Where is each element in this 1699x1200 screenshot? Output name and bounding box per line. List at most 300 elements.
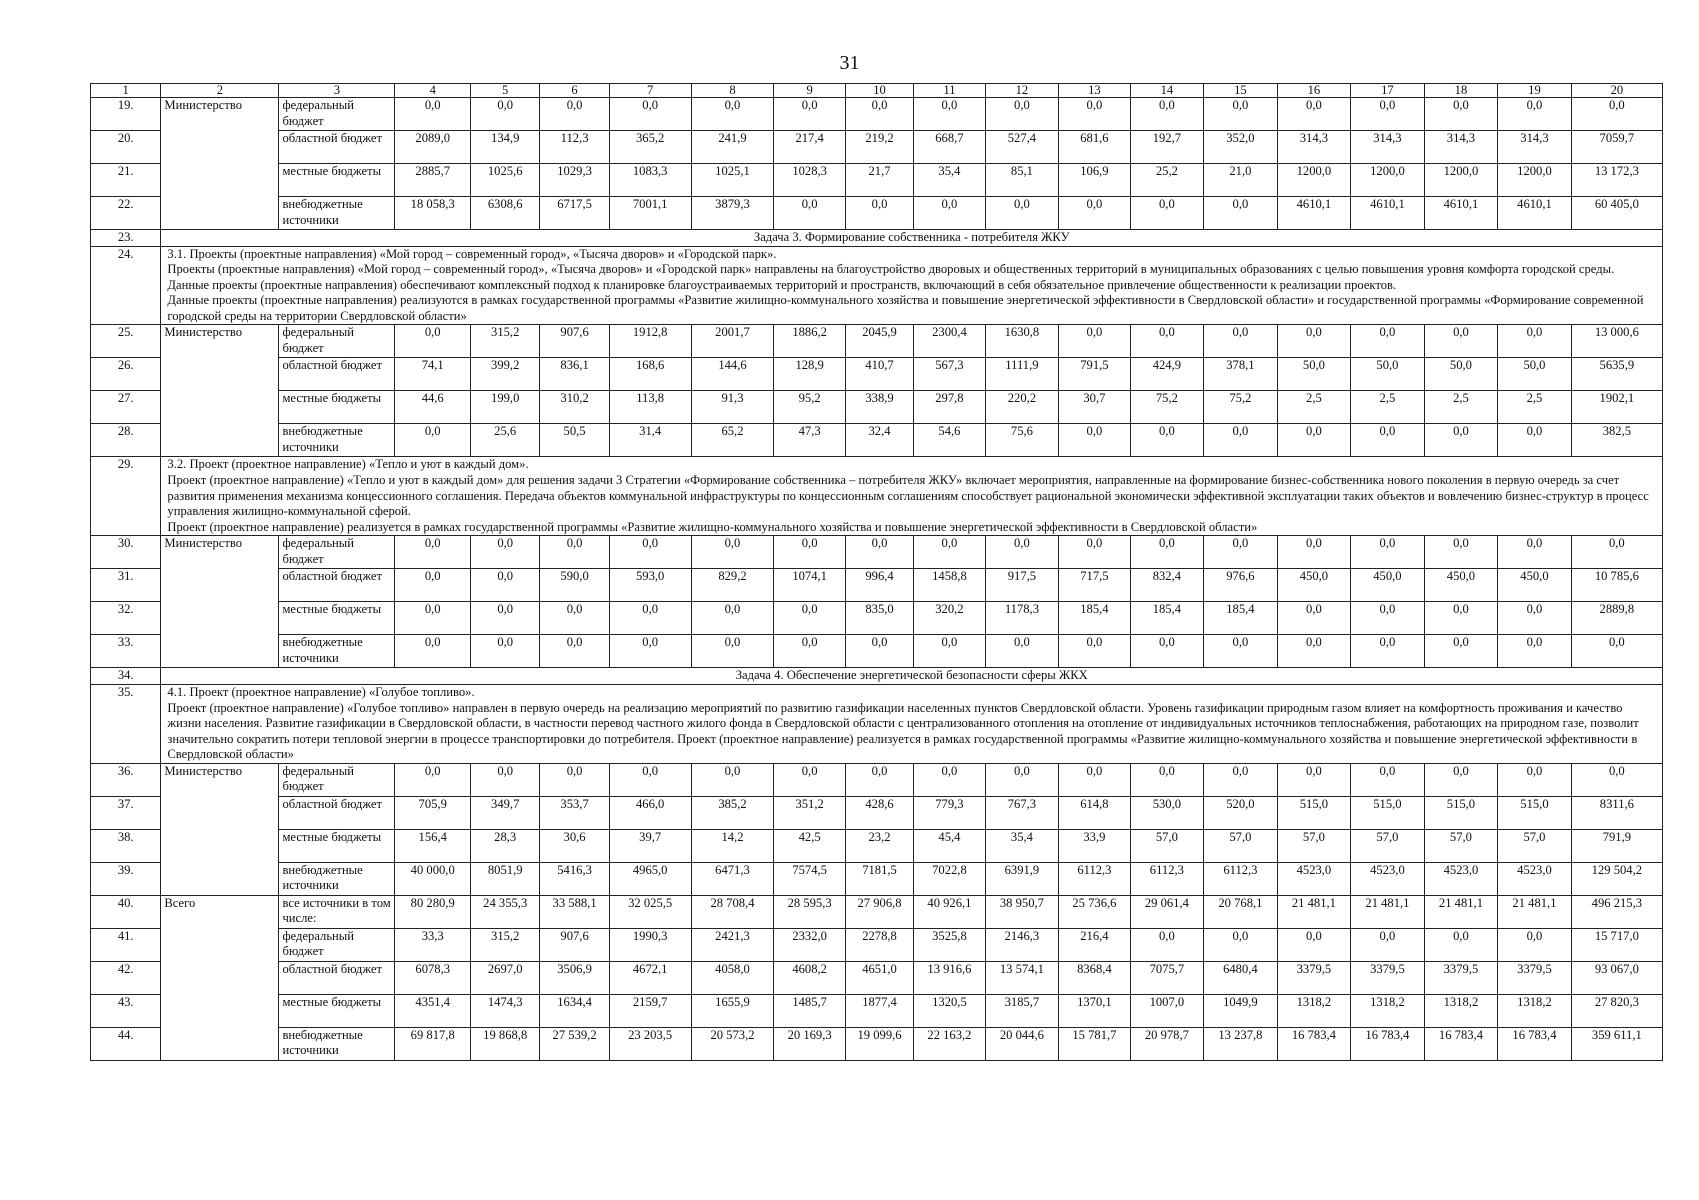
value-cell: 129 504,2	[1571, 862, 1662, 895]
value-cell: 0,0	[1351, 635, 1425, 668]
value-cell: 85,1	[985, 164, 1059, 197]
value-cell: 1886,2	[774, 325, 845, 358]
value-cell: 5635,9	[1571, 358, 1662, 391]
value-cell: 1902,1	[1571, 391, 1662, 424]
header-cell: 1	[91, 84, 161, 98]
value-cell: 4058,0	[691, 961, 774, 994]
value-cell: 106,9	[1059, 164, 1130, 197]
value-cell: 57,0	[1277, 829, 1351, 862]
value-cell: 365,2	[609, 131, 691, 164]
value-cell: 29 061,4	[1130, 895, 1204, 928]
value-cell: 50,0	[1351, 358, 1425, 391]
value-cell: 0,0	[1277, 325, 1351, 358]
header-cell: 14	[1130, 84, 1204, 98]
description-paragraph: 3.2. Проект (проектное направление) «Тепло и уют в каждый дом».	[167, 457, 529, 472]
value-cell: 0,0	[1204, 325, 1278, 358]
funding-source: внебюджетные источники	[279, 424, 395, 457]
task-heading-row	[91, 668, 1663, 685]
value-cell: 0,0	[1204, 424, 1278, 457]
value-cell: 0,0	[540, 635, 609, 668]
value-cell: 0,0	[914, 197, 985, 230]
value-cell: 0,0	[609, 98, 691, 131]
value-cell: 907,6	[540, 325, 609, 358]
value-cell: 0,0	[1130, 536, 1204, 569]
value-cell: 7022,8	[914, 862, 985, 895]
table-row	[91, 829, 1663, 862]
value-cell: 13 172,3	[1571, 164, 1662, 197]
value-cell: 2300,4	[914, 325, 985, 358]
value-cell: 0,0	[471, 763, 540, 796]
header-cell: 13	[1059, 84, 1130, 98]
value-cell: 0,0	[1351, 536, 1425, 569]
value-cell: 338,9	[845, 391, 913, 424]
value-cell: 7059,7	[1571, 131, 1662, 164]
value-cell: 2045,9	[845, 325, 913, 358]
value-cell: 8368,4	[1059, 961, 1130, 994]
funding-source: местные бюджеты	[279, 994, 395, 1027]
value-cell: 681,6	[1059, 131, 1130, 164]
table-row	[91, 569, 1663, 602]
value-cell: 5416,3	[540, 862, 609, 895]
header-cell: 4	[395, 84, 471, 98]
task-heading: Задача 4. Обеспечение энергетической безопасности сферы ЖКХ	[161, 668, 1663, 685]
header-cell: 7	[609, 84, 691, 98]
funding-source: федеральный бюджет	[279, 325, 395, 358]
value-cell: 0,0	[774, 763, 845, 796]
value-cell: 74,1	[395, 358, 471, 391]
value-cell: 2,5	[1351, 391, 1425, 424]
value-cell: 4523,0	[1351, 862, 1425, 895]
table-row	[91, 164, 1663, 197]
funding-source: федеральный бюджет	[279, 928, 395, 961]
value-cell: 2159,7	[609, 994, 691, 1027]
value-cell: 7574,5	[774, 862, 845, 895]
executor-cell: Министерство	[161, 325, 279, 457]
value-cell: 297,8	[914, 391, 985, 424]
value-cell: 315,2	[471, 928, 540, 961]
value-cell: 75,6	[985, 424, 1059, 457]
value-cell: 0,0	[774, 536, 845, 569]
value-cell: 0,0	[1498, 424, 1572, 457]
value-cell: 0,0	[845, 98, 913, 131]
row-number: 20.	[91, 131, 161, 164]
header-cell: 10	[845, 84, 913, 98]
row-number: 33.	[91, 635, 161, 668]
value-cell: 0,0	[1277, 536, 1351, 569]
project-description	[161, 684, 1663, 763]
value-cell: 0,0	[914, 98, 985, 131]
value-cell: 112,3	[540, 131, 609, 164]
value-cell: 614,8	[1059, 796, 1130, 829]
value-cell: 0,0	[1424, 928, 1498, 961]
value-cell: 128,9	[774, 358, 845, 391]
value-cell: 836,1	[540, 358, 609, 391]
value-cell: 27 906,8	[845, 895, 913, 928]
value-cell: 520,0	[1204, 796, 1278, 829]
value-cell: 32 025,5	[609, 895, 691, 928]
table-row	[91, 424, 1663, 457]
value-cell: 216,4	[1059, 928, 1130, 961]
value-cell: 1634,4	[540, 994, 609, 1027]
value-cell: 2001,7	[691, 325, 774, 358]
value-cell: 0,0	[1571, 635, 1662, 668]
value-cell: 0,0	[1059, 424, 1130, 457]
value-cell: 0,0	[395, 602, 471, 635]
row-number: 37.	[91, 796, 161, 829]
value-cell: 1200,0	[1277, 164, 1351, 197]
row-number: 41.	[91, 928, 161, 961]
value-cell: 3879,3	[691, 197, 774, 230]
funding-source: федеральный бюджет	[279, 536, 395, 569]
header-cell: 19	[1498, 84, 1572, 98]
table-row	[91, 98, 1663, 131]
value-cell: 0,0	[1204, 763, 1278, 796]
row-number: 24.	[91, 246, 161, 325]
value-cell: 593,0	[609, 569, 691, 602]
value-cell: 320,2	[914, 602, 985, 635]
value-cell: 1877,4	[845, 994, 913, 1027]
row-number: 30.	[91, 536, 161, 569]
value-cell: 0,0	[609, 602, 691, 635]
value-cell: 69 817,8	[395, 1027, 471, 1060]
value-cell: 3379,5	[1277, 961, 1351, 994]
row-number: 38.	[91, 829, 161, 862]
value-cell: 18 058,3	[395, 197, 471, 230]
value-cell: 33,3	[395, 928, 471, 961]
value-cell: 0,0	[1059, 325, 1130, 358]
value-cell: 1474,3	[471, 994, 540, 1027]
value-cell: 185,4	[1130, 602, 1204, 635]
value-cell: 44,6	[395, 391, 471, 424]
value-cell: 25,6	[471, 424, 540, 457]
value-cell: 515,0	[1277, 796, 1351, 829]
value-cell: 0,0	[1351, 325, 1425, 358]
value-cell: 10 785,6	[1571, 569, 1662, 602]
table-row	[91, 325, 1663, 358]
table-row	[91, 994, 1663, 1027]
value-cell: 0,0	[1277, 98, 1351, 131]
value-cell: 8051,9	[471, 862, 540, 895]
value-cell: 349,7	[471, 796, 540, 829]
value-cell: 8311,6	[1571, 796, 1662, 829]
value-cell: 0,0	[845, 536, 913, 569]
value-cell: 6078,3	[395, 961, 471, 994]
funding-source: местные бюджеты	[279, 164, 395, 197]
value-cell: 25,2	[1130, 164, 1204, 197]
value-cell: 35,4	[914, 164, 985, 197]
header-cell: 3	[279, 84, 395, 98]
value-cell: 0,0	[1130, 763, 1204, 796]
funding-source: местные бюджеты	[279, 391, 395, 424]
value-cell: 13 000,6	[1571, 325, 1662, 358]
value-cell: 0,0	[691, 98, 774, 131]
value-cell: 1178,3	[985, 602, 1059, 635]
value-cell: 0,0	[1059, 635, 1130, 668]
executor-cell: Министерство	[161, 536, 279, 668]
value-cell: 156,4	[395, 829, 471, 862]
value-cell: 314,3	[1424, 131, 1498, 164]
value-cell: 0,0	[1204, 98, 1278, 131]
value-cell: 57,0	[1351, 829, 1425, 862]
value-cell: 996,4	[845, 569, 913, 602]
value-cell: 32,4	[845, 424, 913, 457]
value-cell: 45,4	[914, 829, 985, 862]
value-cell: 0,0	[1571, 763, 1662, 796]
value-cell: 3379,5	[1351, 961, 1425, 994]
value-cell: 42,5	[774, 829, 845, 862]
value-cell: 0,0	[1424, 763, 1498, 796]
value-cell: 1320,5	[914, 994, 985, 1027]
value-cell: 15 717,0	[1571, 928, 1662, 961]
value-cell: 22 163,2	[914, 1027, 985, 1060]
description-paragraph: 4.1. Проект (проектное направление) «Голубое топливо».	[167, 684, 475, 699]
row-number: 22.	[91, 197, 161, 230]
value-cell: 1200,0	[1351, 164, 1425, 197]
description-paragraph: Проект (проектное направление) «Тепло и уют в каждый дом» для решения задачи 3 Стратегии «Формирование собственника – потребителя ЖКУ» включает мероприятия, направленные на формирование бизнес-собственника нового поколения в первую очередь за счет развития применения механизма концессионного соглашения. Передача объектов коммунальной инфраструктуры по концессионным соглашениям способствует рациональной экономически эффективной эксплуатации таких объектов и вовлечению бизнес-структур в процесс управления жилищно-коммунальной сферой.	[167, 473, 1649, 519]
value-cell: 0,0	[1204, 536, 1278, 569]
value-cell: 0,0	[395, 98, 471, 131]
value-cell: 6308,6	[471, 197, 540, 230]
value-cell: 399,2	[471, 358, 540, 391]
funding-source: внебюджетные источники	[279, 862, 395, 895]
row-number: 43.	[91, 994, 161, 1027]
header-cell: 9	[774, 84, 845, 98]
value-cell: 0,0	[1498, 325, 1572, 358]
value-cell: 378,1	[1204, 358, 1278, 391]
value-cell: 1990,3	[609, 928, 691, 961]
value-cell: 2,5	[1424, 391, 1498, 424]
value-cell: 496 215,3	[1571, 895, 1662, 928]
value-cell: 0,0	[1498, 98, 1572, 131]
value-cell: 0,0	[1204, 635, 1278, 668]
value-cell: 2885,7	[395, 164, 471, 197]
value-cell: 1318,2	[1424, 994, 1498, 1027]
value-cell: 0,0	[471, 536, 540, 569]
header-cell: 8	[691, 84, 774, 98]
description-paragraph: Данные проекты (проектные направления) реализуются в рамках государственной программы «Развитие жилищно-коммунального хозяйства и повышение энергетической эффективности в Свердловской области» и государственной программы «Формирование современной городской среды на территории Свердловской области»	[167, 293, 1644, 323]
table-row	[91, 602, 1663, 635]
value-cell: 0,0	[1424, 424, 1498, 457]
value-cell: 0,0	[1498, 536, 1572, 569]
value-cell: 3185,7	[985, 994, 1059, 1027]
value-cell: 20 768,1	[1204, 895, 1278, 928]
value-cell: 410,7	[845, 358, 913, 391]
value-cell: 0,0	[774, 197, 845, 230]
value-cell: 14,2	[691, 829, 774, 862]
value-cell: 6112,3	[1204, 862, 1278, 895]
row-number: 44.	[91, 1027, 161, 1060]
value-cell: 0,0	[1351, 763, 1425, 796]
value-cell: 21 481,1	[1498, 895, 1572, 928]
table-row	[91, 763, 1663, 796]
executor-cell: Министерство	[161, 763, 279, 895]
value-cell: 315,2	[471, 325, 540, 358]
value-cell: 382,5	[1571, 424, 1662, 457]
row-number: 28.	[91, 424, 161, 457]
value-cell: 0,0	[985, 536, 1059, 569]
value-cell: 3506,9	[540, 961, 609, 994]
value-cell: 23 203,5	[609, 1027, 691, 1060]
value-cell: 907,6	[540, 928, 609, 961]
value-cell: 0,0	[1424, 602, 1498, 635]
funding-source: областной бюджет	[279, 961, 395, 994]
value-cell: 0,0	[395, 635, 471, 668]
value-cell: 767,3	[985, 796, 1059, 829]
value-cell: 27 820,3	[1571, 994, 1662, 1027]
value-cell: 450,0	[1498, 569, 1572, 602]
row-number: 29.	[91, 457, 161, 536]
value-cell: 0,0	[1277, 635, 1351, 668]
header-cell: 20	[1571, 84, 1662, 98]
value-cell: 779,3	[914, 796, 985, 829]
value-cell: 717,5	[1059, 569, 1130, 602]
header-cell: 5	[471, 84, 540, 98]
value-cell: 424,9	[1130, 358, 1204, 391]
value-cell: 590,0	[540, 569, 609, 602]
value-cell: 4523,0	[1498, 862, 1572, 895]
funding-source: внебюджетные источники	[279, 197, 395, 230]
value-cell: 1318,2	[1351, 994, 1425, 1027]
value-cell: 314,3	[1277, 131, 1351, 164]
value-cell: 168,6	[609, 358, 691, 391]
value-cell: 791,5	[1059, 358, 1130, 391]
value-cell: 0,0	[914, 635, 985, 668]
value-cell: 57,0	[1498, 829, 1572, 862]
value-cell: 4965,0	[609, 862, 691, 895]
value-cell: 40 000,0	[395, 862, 471, 895]
value-cell: 4523,0	[1277, 862, 1351, 895]
value-cell: 20 978,7	[1130, 1027, 1204, 1060]
value-cell: 0,0	[1277, 424, 1351, 457]
funding-source: местные бюджеты	[279, 829, 395, 862]
value-cell: 359 611,1	[1571, 1027, 1662, 1060]
value-cell: 30,7	[1059, 391, 1130, 424]
value-cell: 4610,1	[1498, 197, 1572, 230]
value-cell: 113,8	[609, 391, 691, 424]
value-cell: 60 405,0	[1571, 197, 1662, 230]
value-cell: 310,2	[540, 391, 609, 424]
value-cell: 0,0	[1130, 424, 1204, 457]
value-cell: 4608,2	[774, 961, 845, 994]
value-cell: 0,0	[1204, 197, 1278, 230]
value-cell: 0,0	[1498, 635, 1572, 668]
value-cell: 450,0	[1351, 569, 1425, 602]
value-cell: 1318,2	[1498, 994, 1572, 1027]
value-cell: 0,0	[1498, 602, 1572, 635]
project-description	[161, 246, 1663, 325]
value-cell: 57,0	[1204, 829, 1278, 862]
value-cell: 0,0	[609, 635, 691, 668]
value-cell: 0,0	[1059, 763, 1130, 796]
value-cell: 829,2	[691, 569, 774, 602]
value-cell: 0,0	[1424, 536, 1498, 569]
value-cell: 0,0	[774, 602, 845, 635]
value-cell: 28 708,4	[691, 895, 774, 928]
value-cell: 1049,9	[1204, 994, 1278, 1027]
value-cell: 19 099,6	[845, 1027, 913, 1060]
value-cell: 0,0	[914, 763, 985, 796]
value-cell: 2889,8	[1571, 602, 1662, 635]
value-cell: 192,7	[1130, 131, 1204, 164]
value-cell: 0,0	[395, 325, 471, 358]
value-cell: 6717,5	[540, 197, 609, 230]
value-cell: 75,2	[1204, 391, 1278, 424]
value-cell: 0,0	[1351, 928, 1425, 961]
value-cell: 0,0	[845, 197, 913, 230]
description-paragraph: Проекты (проектные направления) «Мой город – современный город», «Тысяча дворов» и «Городской парк» направлены на благоустройство дворовых и общественных территорий в муниципальных образованиях с целью повышения уровня комфорта городской среды. Данные проекты (проектные направления) обеспечивают комплексный подход к планировке благоустраиваемых территорий и пространств, включающий в себя обязательное привлечение общественности к реализации проектов.	[167, 262, 1615, 292]
value-cell: 1028,3	[774, 164, 845, 197]
value-cell: 0,0	[1498, 928, 1572, 961]
value-cell: 16 783,4	[1498, 1027, 1572, 1060]
value-cell: 353,7	[540, 796, 609, 829]
value-cell: 0,0	[985, 635, 1059, 668]
value-cell: 144,6	[691, 358, 774, 391]
value-cell: 466,0	[609, 796, 691, 829]
table-row	[91, 796, 1663, 829]
value-cell: 3379,5	[1424, 961, 1498, 994]
value-cell: 28,3	[471, 829, 540, 862]
value-cell: 185,4	[1204, 602, 1278, 635]
value-cell: 30,6	[540, 829, 609, 862]
value-cell: 50,5	[540, 424, 609, 457]
value-cell: 0,0	[1130, 635, 1204, 668]
value-cell: 0,0	[985, 98, 1059, 131]
value-cell: 0,0	[1059, 98, 1130, 131]
value-cell: 4610,1	[1277, 197, 1351, 230]
value-cell: 24 355,3	[471, 895, 540, 928]
value-cell: 95,2	[774, 391, 845, 424]
value-cell: 16 783,4	[1424, 1027, 1498, 1060]
value-cell: 21,7	[845, 164, 913, 197]
row-number: 39.	[91, 862, 161, 895]
value-cell: 0,0	[540, 98, 609, 131]
value-cell: 2697,0	[471, 961, 540, 994]
value-cell: 20 044,6	[985, 1027, 1059, 1060]
value-cell: 1370,1	[1059, 994, 1130, 1027]
value-cell: 0,0	[609, 536, 691, 569]
table-row	[91, 536, 1663, 569]
header-cell: 18	[1424, 84, 1498, 98]
value-cell: 4610,1	[1351, 197, 1425, 230]
value-cell: 217,4	[774, 131, 845, 164]
value-cell: 917,5	[985, 569, 1059, 602]
funding-source: федеральный бюджет	[279, 98, 395, 131]
header-cell: 2	[161, 84, 279, 98]
value-cell: 705,9	[395, 796, 471, 829]
value-cell: 50,0	[1498, 358, 1572, 391]
value-cell: 6471,3	[691, 862, 774, 895]
row-number: 26.	[91, 358, 161, 391]
value-cell: 4523,0	[1424, 862, 1498, 895]
value-cell: 0,0	[540, 602, 609, 635]
value-cell: 27 539,2	[540, 1027, 609, 1060]
value-cell: 80 280,9	[395, 895, 471, 928]
value-cell: 2332,0	[774, 928, 845, 961]
table-row	[91, 862, 1663, 895]
row-number: 34.	[91, 668, 161, 685]
table-row	[91, 131, 1663, 164]
value-cell: 450,0	[1424, 569, 1498, 602]
value-cell: 7075,7	[1130, 961, 1204, 994]
value-cell: 241,9	[691, 131, 774, 164]
row-number: 27.	[91, 391, 161, 424]
value-cell: 21 481,1	[1351, 895, 1425, 928]
value-cell: 57,0	[1424, 829, 1498, 862]
value-cell: 2,5	[1498, 391, 1572, 424]
value-cell: 527,4	[985, 131, 1059, 164]
value-cell: 6480,4	[1204, 961, 1278, 994]
funding-source: областной бюджет	[279, 358, 395, 391]
